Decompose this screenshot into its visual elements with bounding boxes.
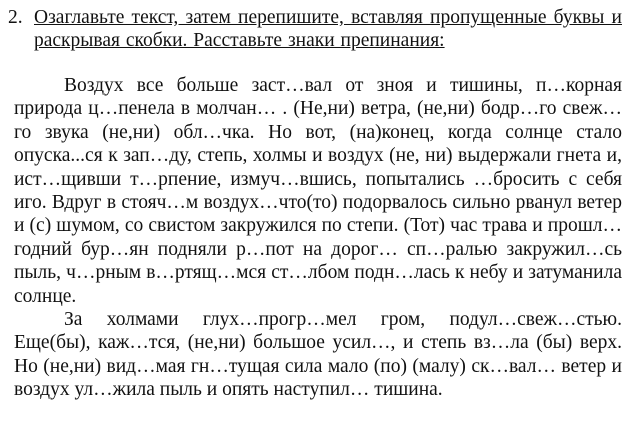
- passage-paragraph-2: За холмами глух…прогр…мел гром, подул…свеж…стью. Еще(бы), каж…тся, (не,ни) большое усил…, и степь вз…ла (бы) верх. Но (не,ни) вид…мая гн…тущая сила мало (по) (малу) ск…вал… ветер и воздух ул…жила пыль и опять наступил… тишина.: [14, 309, 622, 401]
- exercise-passage: [8, 74, 622, 402]
- task-instruction: Озаглавьте текст, затем перепишите, вставляя пропущенные буквы и раскрывая скобки. Расставьте знаки препинания:: [34, 7, 622, 51]
- task-number: 2.: [8, 7, 23, 28]
- passage-paragraph-1: Воздух все больше заст…вал от зноя и тишины, п…корная природа ц…пенела в молчан… . (Не,ни) ветра, (не,ни) бодр…го свеж…го звука (не,ни) обл…чка. Но вот, (на)конец, когда солнце стало опуска...ся к зап…ду, степь, холмы и воздух (не, ни) выдержали гнета и, ист…щивши т…рпение, измуч…вшись, попытались …бросить с себя иго. Вдруг в стояч…м воздух…что(то) подорвалось сильно рванул ветер и (с) шумом, со свистом закружился по степи. (Тот) час трава и прошл…годний бур…ян подняли р…пот на дорог… сп…ралью закружил…сь пыль, ч…рным в…ртящ…мся ст…лбом подн…лась к небу и затуманила солнце.: [14, 75, 622, 307]
- task-heading: [8, 6, 622, 52]
